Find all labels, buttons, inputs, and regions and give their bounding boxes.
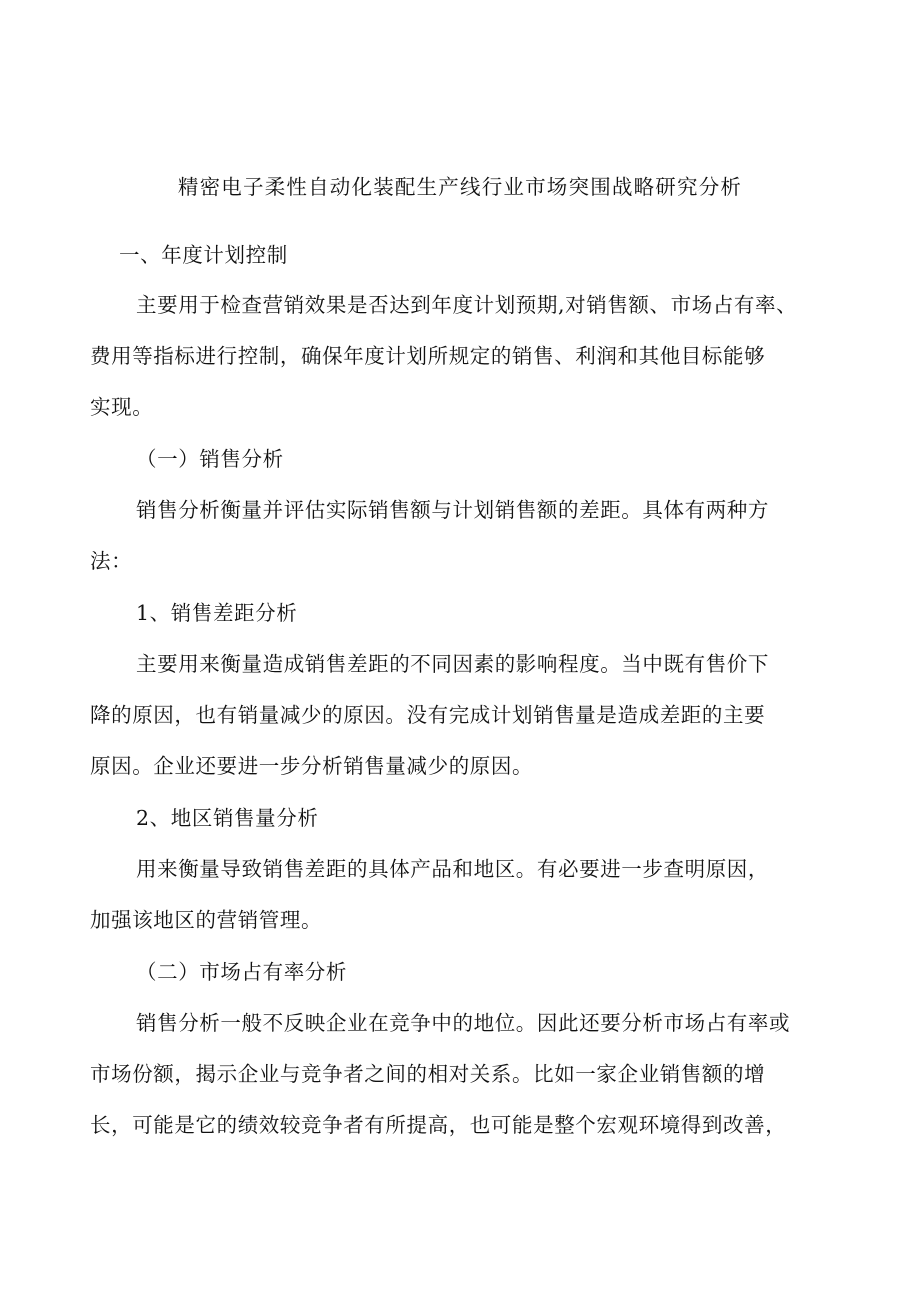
paragraph-line: 降的原因，也有销量减少的原因。没有完成计划销售量是造成差距的主要: [90, 703, 766, 727]
paragraph-line: 长，可能是它的绩效较竞争者有所提高，也可能是整个宏观环境得到改善，: [90, 1113, 787, 1137]
paragraph-line: 法：: [90, 549, 133, 573]
paragraph-line: 销售分析衡量并评估实际销售额与计划销售额的差距。具体有两种方: [136, 498, 769, 522]
paragraph-line: 用来衡量导致销售差距的具体产品和地区。有必要进一步查明原因，: [136, 857, 769, 881]
paragraph-line: 市场份额，揭示企业与竞争者之间的相对关系。比如一家企业销售额的增: [90, 1062, 766, 1086]
paragraph-line: 加强该地区的营销管理。: [90, 908, 323, 932]
section-heading-annual-plan-control: 一、年度计划控制: [119, 243, 288, 267]
paragraph-line: 销售分析一般不反映企业在竞争中的地位。因此还要分析市场占有率或: [136, 1011, 791, 1035]
paragraph-line: 主要用来衡量造成销售差距的不同因素的影响程度。当中既有售价下: [136, 652, 769, 676]
item-heading-sales-gap-analysis: 1、销售差距分析: [136, 601, 298, 625]
document-title: 精密电子柔性自动化装配生产线行业市场突围战略研究分析: [177, 175, 743, 199]
paragraph-line: 实现。: [90, 395, 154, 419]
paragraph-line: 原因。企业还要进一步分析销售量减少的原因。: [90, 754, 534, 778]
paragraph-line: 主要用于检查营销效果是否达到年度计划预期,对销售额、市场占有率、: [136, 293, 798, 317]
paragraph-line: 费用等指标进行控制，确保年度计划所规定的销售、利润和其他目标能够: [90, 344, 766, 368]
item-heading-regional-sales-analysis: 2、地区销售量分析: [136, 806, 319, 830]
subsection-heading-sales-analysis: （一）销售分析: [136, 447, 284, 471]
subsection-heading-market-share-analysis: （二）市场占有率分析: [136, 960, 347, 984]
